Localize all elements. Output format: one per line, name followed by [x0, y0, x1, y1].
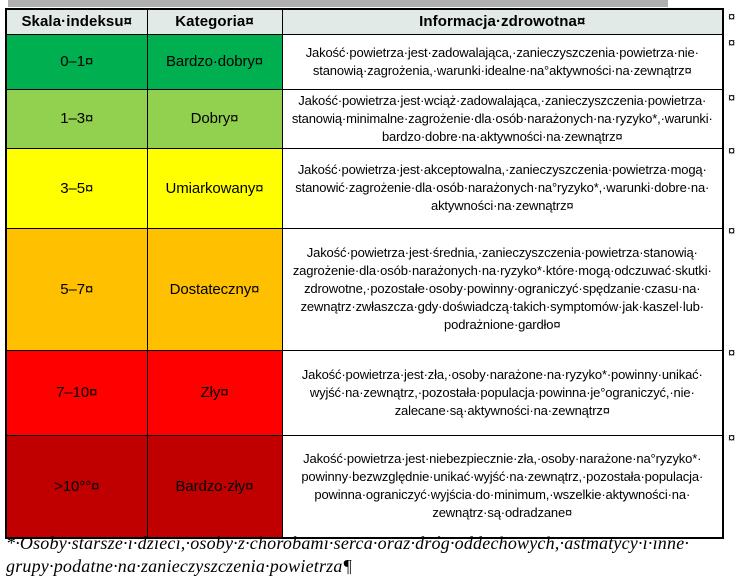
info-text: Jakość·​powietrza·​jest·​niebezpiecznie·​zła,·​osoby·​narażone·​na°ryzyko*·​powinny·​bezwzględnie·​unikać·​wyjść·​na·​zewnątrz,·​pozostała·​populacja·​powinna·​ograniczyć·​wyjścia·​do·​minimum,·​wszelkie·​aktywności·​na·​zewnątrz·​są·​odradzane¤	[301, 451, 704, 521]
info-text: Jakość·​powietrza·​jest·​wciąż·​zadowalająca,·​zanieczyszczenia·​powietrza·​stanowią·​minimalne·​zagrożenie·​dla·​osób·​narażonych·​na·​ryzyko*,·​warunki·​bardzo·​dobre·​na·​aktywności·​na·​zewnątrz¤	[291, 92, 713, 144]
table-row-good	[6, 89, 723, 148]
table-row-very-bad	[6, 435, 723, 538]
end-of-row-marker: ¤	[728, 90, 736, 105]
end-of-row-marker: ¤	[728, 430, 736, 445]
category-cell: Dobry¤	[147, 89, 282, 148]
end-of-row-marker: ¤	[728, 35, 736, 50]
table-row-sufficient	[6, 228, 723, 350]
info-text: Jakość·​powietrza·​jest·​akceptowalna,·​zanieczyszczenia·​powietrza·​mogą·​stanowić·​zagrożenie·​dla·​osób·​narażonych·​na°ryzyko*,·​warunki·​dobre·​na·​aktywności·​na·​zewnątrz¤	[295, 162, 710, 213]
scale-cell: >10°°¤	[6, 435, 147, 538]
air-quality-index-table	[5, 8, 724, 539]
header-category: Kategoria¤	[147, 9, 282, 34]
info-cell	[282, 435, 723, 538]
category-cell: Zły¤	[147, 350, 282, 435]
header-health-info: Informacja·​zdrowotna¤	[282, 9, 723, 34]
info-cell	[282, 228, 723, 350]
info-text: Jakość·​powietrza·​jest·​zadowalająca,·​zanieczyszczenia·​powietrza·​nie·​stanowią·​zagrożenia,·​warunki·​idealne·​na°aktywności·​na·​zewnątrz¤	[305, 44, 699, 78]
info-cell	[282, 34, 723, 89]
table-row-moderate	[6, 148, 723, 228]
category-cell: Bardzo·​dobry¤	[147, 34, 282, 89]
end-of-row-marker: ¤	[728, 223, 736, 238]
scale-cell: 0–1¤	[6, 34, 147, 89]
header-row	[6, 9, 723, 34]
info-cell	[282, 350, 723, 435]
end-of-row-marker: ¤	[728, 9, 736, 24]
scale-cell: 7–10¤	[6, 350, 147, 435]
footnote: *·​Osoby·​starsze·​i·​dzieci,·​osoby·​z·​chorobami·​serca·​oraz·​dróg·​oddechowych,·​astmatycy·​i·​inne·​grupy·​podatne·​na·​zanieczyszczenia·​powietrza¶	[6, 533, 690, 576]
info-text: Jakość·​powietrza·​jest·​średnia,·​zanieczyszczenia·​powietrza·​stanowią·​zagrożenie·​dla·​osób·​narażonych·​na·​ryzyko*·​które·​mogą·​odczuwać·​skutki·​zdrowotne,·​pozostałe·​osoby·​powinny·​ograniczyć·​spędzanie·​czasu·​na·​zewnątrz·​zwłaszcza·​gdy·​doświadczą·​takich·​symptomów·​jak·​kaszel·​lub·​podrażnione·​gardło¤	[292, 245, 712, 332]
info-text: Jakość·​powietrza·​jest·​zła,·​osoby·​narażone·​na·​ryzyko*·​powinny·​unikać·​wyjść·​na·​zewnątrz,·​pozostała·​populacja·​powinna·​je°ograniczyć,·​nie·​zalecane·​są·​aktywności·​na·​zewnątrz¤	[301, 366, 703, 418]
page-gray-strip	[8, 0, 668, 7]
category-cell: Bardzo·​zły¤	[147, 435, 282, 538]
header-scale: Skala·​indeksu¤	[6, 9, 147, 34]
category-cell: Umiarkowany¤	[147, 148, 282, 228]
scale-cell: 3–5¤	[6, 148, 147, 228]
scale-cell: 5–7¤	[6, 228, 147, 350]
end-of-row-marker: ¤	[728, 345, 736, 360]
category-cell: Dostateczny¤	[147, 228, 282, 350]
table-row-bad	[6, 350, 723, 435]
table-row-very-good	[6, 34, 723, 89]
end-of-row-marker: ¤	[728, 143, 736, 158]
scale-cell: 1–3¤	[6, 89, 147, 148]
info-cell	[282, 89, 723, 148]
info-cell	[282, 148, 723, 228]
